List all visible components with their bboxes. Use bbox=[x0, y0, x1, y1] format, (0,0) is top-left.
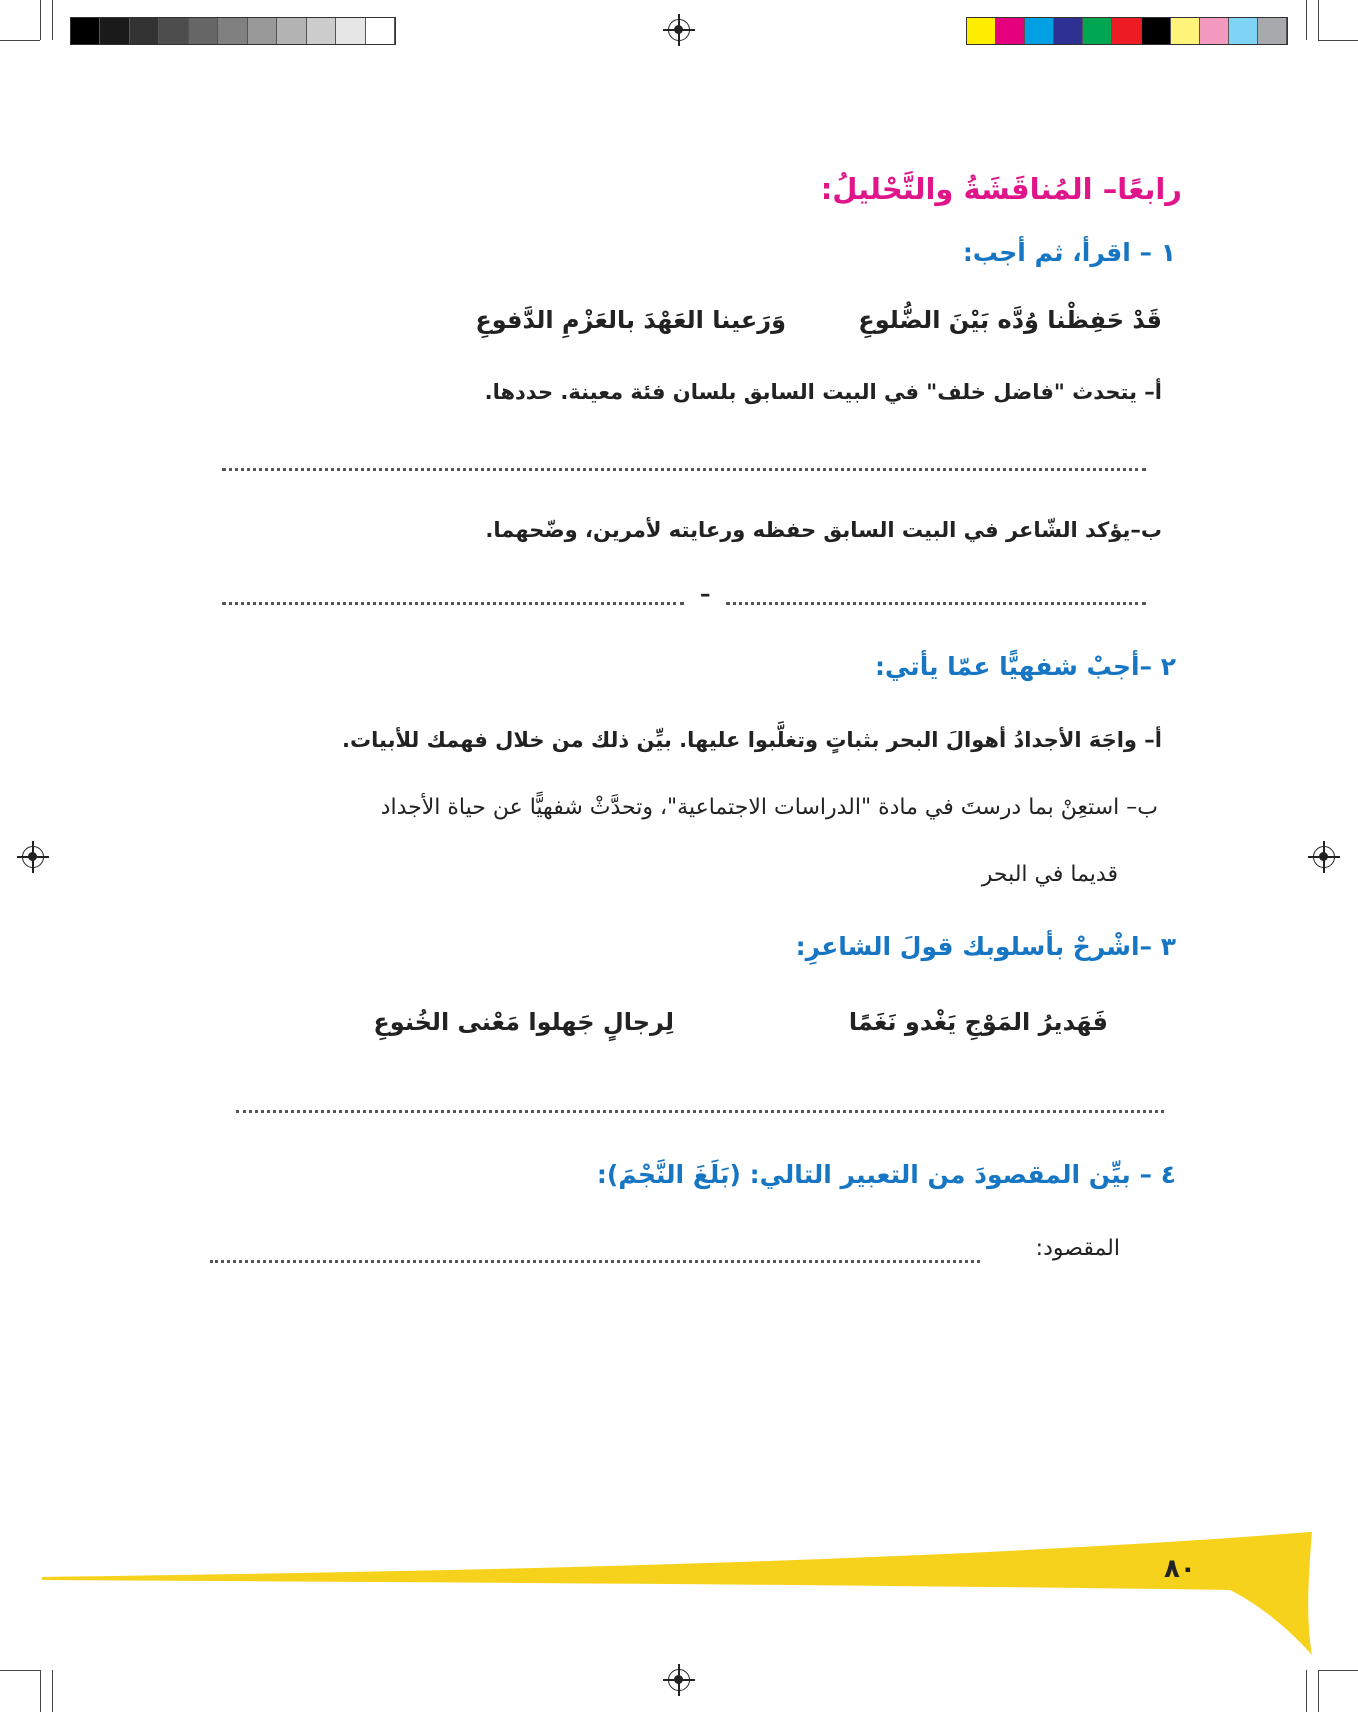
calibration-swatch bbox=[967, 18, 996, 44]
calibration-swatch bbox=[1171, 18, 1200, 44]
answer-line[interactable] bbox=[236, 1110, 1164, 1113]
crop-mark bbox=[40, 1670, 41, 1712]
calibration-swatch bbox=[71, 18, 100, 44]
crop-mark bbox=[1306, 1670, 1307, 1712]
calibration-swatch bbox=[218, 18, 247, 44]
footer-band bbox=[0, 1520, 1358, 1660]
calibration-swatch bbox=[1025, 18, 1054, 44]
answer-line[interactable] bbox=[726, 602, 1146, 605]
crop-mark bbox=[52, 0, 53, 40]
registration-mark-icon bbox=[668, 19, 690, 41]
crop-mark bbox=[0, 40, 40, 41]
q1-verse-first-hemistich: قَدْ حَفِظْنا وُدَّه بَيْنَ الضُّلوعِ bbox=[858, 306, 1162, 334]
calibration-swatch bbox=[1142, 18, 1171, 44]
calibration-swatch bbox=[159, 18, 188, 44]
crop-mark bbox=[1318, 0, 1319, 40]
answer-separator: – bbox=[700, 582, 711, 606]
calibration-swatch bbox=[1083, 18, 1112, 44]
grayscale-calibration-bar bbox=[70, 17, 396, 45]
registration-mark-icon bbox=[668, 1669, 690, 1691]
answer-line[interactable] bbox=[222, 602, 684, 605]
calibration-swatch bbox=[366, 18, 395, 44]
color-calibration-bar bbox=[966, 17, 1288, 45]
answer-line[interactable] bbox=[222, 468, 1146, 471]
calibration-swatch bbox=[277, 18, 306, 44]
q2-part-b-line1: ب– استعِنْ بما درستَ في مادة "الدراسات الاجتماعية"، وتحدَّثْ شفهيًّا عن حياة الأجداد bbox=[380, 795, 1158, 820]
page-number: ٨٠ bbox=[1164, 1554, 1196, 1584]
calibration-swatch bbox=[1258, 18, 1287, 44]
q1-part-b: ب–يؤكد الشّاعر في البيت السابق حفظه ورعايته لأمرين، وضّحهما. bbox=[485, 518, 1162, 542]
q2-part-b-line2: قديما في البحر bbox=[981, 862, 1118, 887]
crop-mark bbox=[40, 0, 41, 40]
registration-mark-icon bbox=[1313, 846, 1335, 868]
calibration-swatch bbox=[1112, 18, 1141, 44]
q1-part-a: أ– يتحدث "فاضل خلف" في البيت السابق بلسان فئة معينة. حددها. bbox=[484, 380, 1162, 404]
question-4-label: ٤ – بيِّن المقصودَ من التعبير التالي: (بَلَغَ النَّجْمَ): bbox=[596, 1160, 1176, 1189]
calibration-swatch bbox=[189, 18, 218, 44]
section-heading: رابعًا– المُناقَشَةُ والتَّحْليلُ: bbox=[820, 172, 1182, 206]
calibration-swatch bbox=[248, 18, 277, 44]
q3-verse-first-hemistich: فَهَديرُ المَوْجِ يَغْدو نَغَمًا bbox=[848, 1008, 1108, 1036]
question-3-label: ٣ –اشْرحْ بأسلوبك قولَ الشاعرِ: bbox=[795, 932, 1176, 961]
calibration-swatch bbox=[1054, 18, 1083, 44]
q1-verse-second-hemistich: وَرَعينا العَهْدَ بالعَزْمِ الدَّفوعِ bbox=[475, 306, 786, 334]
crop-mark bbox=[52, 1670, 53, 1712]
q4-answer-label: المقصود: bbox=[1035, 1236, 1120, 1261]
calibration-swatch bbox=[336, 18, 365, 44]
question-1-label: ١ – اقرأ، ثم أجب: bbox=[962, 238, 1176, 267]
answer-line[interactable] bbox=[210, 1260, 980, 1263]
crop-mark bbox=[1318, 1670, 1319, 1712]
calibration-swatch bbox=[996, 18, 1025, 44]
q2-part-a: أ– واجَهَ الأجدادُ أهوالَ البحر بثباتٍ وتغلَّبوا عليها. بيِّن ذلك من خلال فهمك للأبيات. bbox=[342, 728, 1162, 752]
crop-mark bbox=[1306, 0, 1307, 40]
q3-verse-second-hemistich: لِرجالٍ جَهلوا مَعْنى الخُنوعِ bbox=[373, 1008, 674, 1036]
crop-mark bbox=[0, 1670, 40, 1671]
calibration-swatch bbox=[307, 18, 336, 44]
crop-mark bbox=[1318, 40, 1358, 41]
question-2-label: ٢ –أجبْ شفهيًّا عمّا يأتي: bbox=[875, 652, 1176, 681]
calibration-swatch bbox=[130, 18, 159, 44]
registration-mark-icon bbox=[22, 846, 44, 868]
calibration-swatch bbox=[1229, 18, 1258, 44]
crop-mark bbox=[1318, 1670, 1358, 1671]
calibration-swatch bbox=[100, 18, 129, 44]
calibration-swatch bbox=[1200, 18, 1229, 44]
